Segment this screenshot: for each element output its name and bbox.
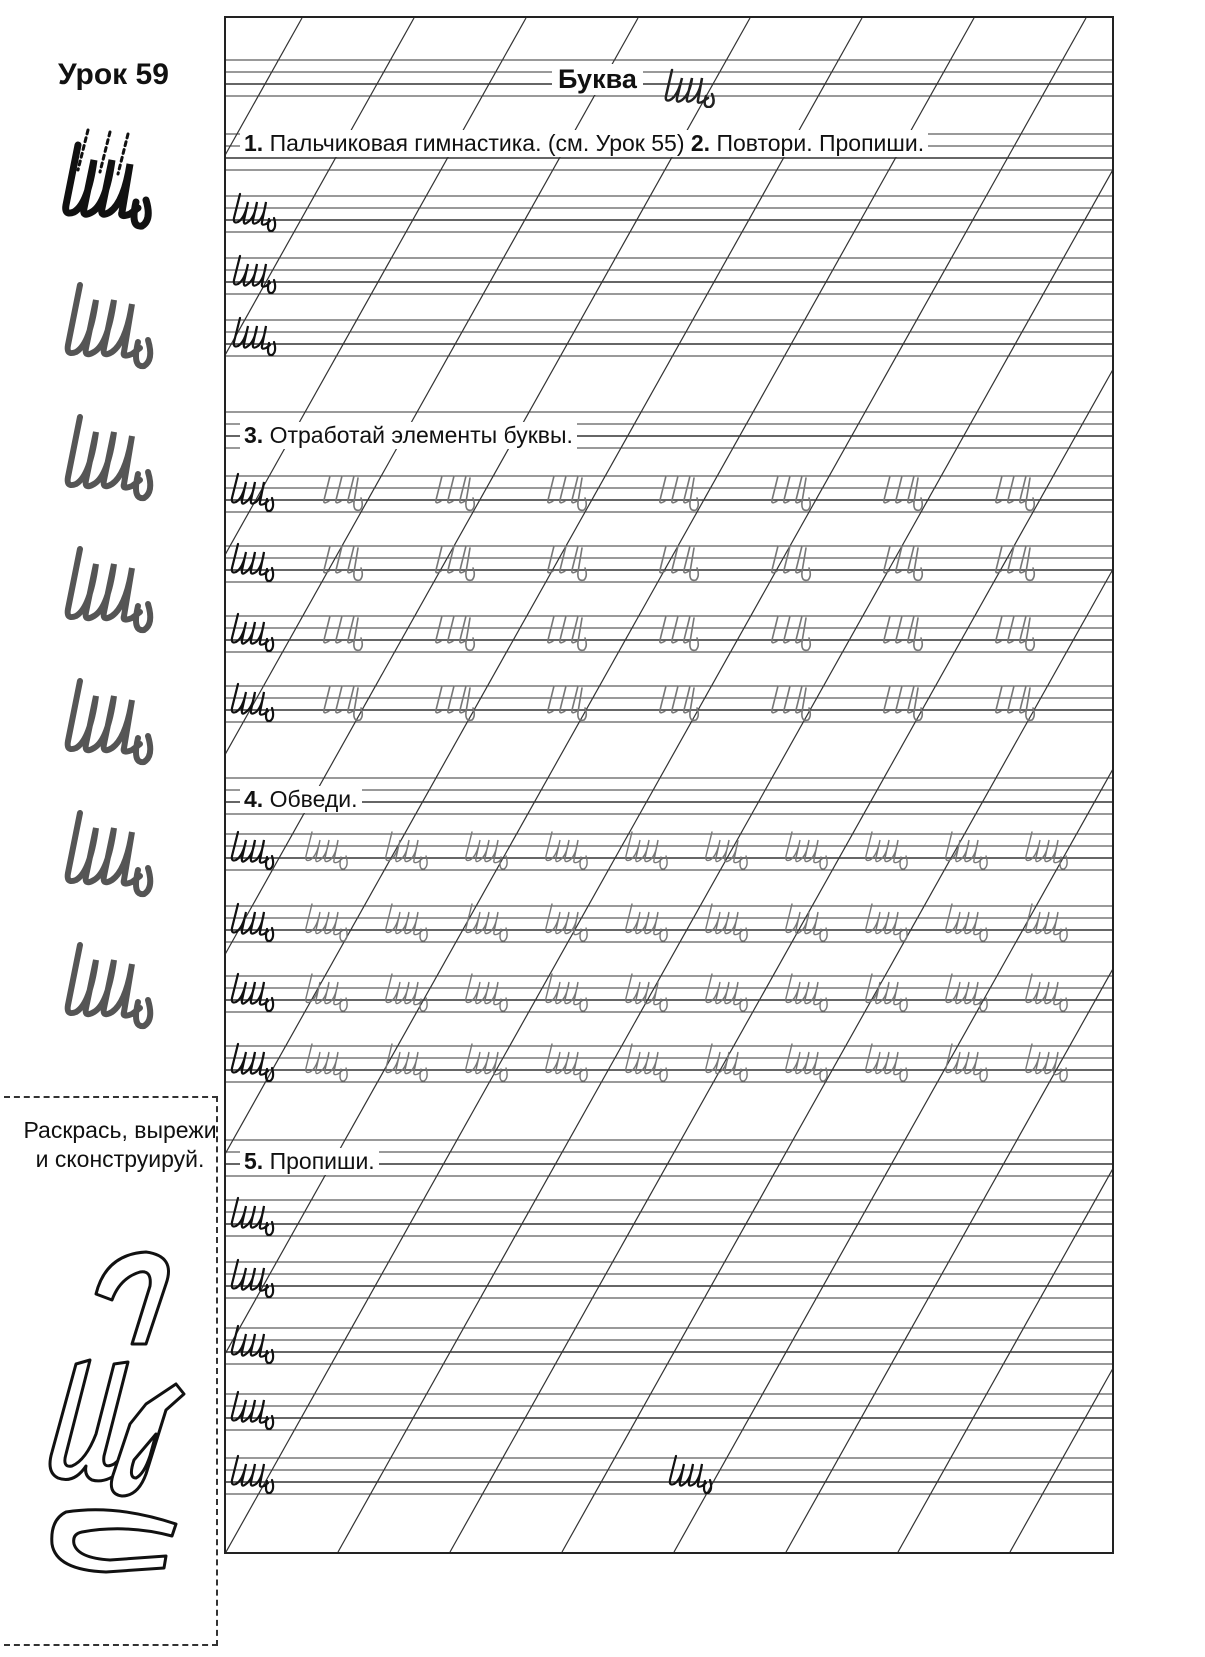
cursive-shch-icon (306, 904, 347, 941)
cursive-shch-icon (546, 904, 587, 941)
slant-line (226, 18, 302, 1552)
cursive-shch-icon (58, 920, 208, 1030)
letter-element-icon (548, 686, 586, 720)
cursive-shch-icon (706, 832, 747, 869)
letter-element-icon (996, 686, 1034, 720)
cursive-shch-icon (234, 256, 275, 293)
cursive-shch-icon (706, 974, 747, 1011)
cursive-shch-icon (58, 656, 208, 766)
letter-element-icon (884, 686, 922, 720)
letter-element-icon (548, 546, 586, 580)
cursive-shch-icon (866, 904, 907, 941)
lesson-title: Урок 59 (58, 58, 169, 91)
slant-line (226, 18, 750, 1552)
cursive-shch-icon (670, 1456, 711, 1493)
cursive-shch-icon (466, 832, 507, 869)
cursive-shch-icon (866, 974, 907, 1011)
letter-element-icon (548, 616, 586, 650)
writing-sheet (224, 16, 1114, 1554)
section-2-number: 2. (690, 130, 711, 156)
letter-element-icon (436, 476, 474, 510)
cursive-shch-icon (786, 832, 827, 869)
cursive-shch-icon (466, 904, 507, 941)
section-4-number: 4. (244, 786, 264, 812)
cursive-shch-icon (232, 1392, 273, 1429)
cursive-shch-icon (1026, 832, 1067, 869)
cursive-shch-icon (306, 974, 347, 1011)
cursive-shch-icon (626, 1044, 667, 1081)
cursive-shch-icon (58, 392, 208, 502)
letter-element-icon (996, 546, 1034, 580)
slant-line (898, 18, 1112, 1552)
letter-element-icon (884, 476, 922, 510)
cursive-shch-icon (546, 832, 587, 869)
craft-box (4, 1096, 218, 1646)
section-3-label (240, 422, 577, 449)
cursive-shch-icon (232, 614, 273, 651)
letter-element-icon (548, 476, 586, 510)
section-1-text: Пальчиковая гимнастика. (см. Урок 55) (269, 130, 685, 156)
letter-element-icon (660, 476, 698, 510)
cursive-shch-icon (786, 974, 827, 1011)
cursive-shch-icon (386, 1044, 427, 1081)
slant-line (562, 18, 1112, 1552)
letter-element-icon (996, 616, 1034, 650)
cursive-shch-icon (232, 1456, 273, 1493)
cursive-shch-icon (232, 832, 273, 869)
section-2-text: Повтори. Пропиши. (716, 130, 925, 156)
ruled-lines (226, 18, 1112, 1552)
cursive-shch-icon (626, 904, 667, 941)
cursive-shch-icon (232, 974, 273, 1011)
cursive-shch-icon (706, 904, 747, 941)
cursive-shch-icon (232, 1198, 273, 1235)
cursive-shch-icon (232, 684, 273, 721)
letter-cutout-icon (26, 1234, 216, 1574)
section-3-text: Отработай элементы буквы. (269, 422, 573, 448)
cursive-shch-icon (58, 524, 208, 634)
page-heading: Буква (552, 64, 643, 95)
cursive-shch-icon (946, 1044, 987, 1081)
letter-element-icon (436, 616, 474, 650)
slant-line (450, 18, 1112, 1552)
cursive-shch-icon (786, 904, 827, 941)
slant-line (226, 18, 526, 1552)
cursive-shch-icon (946, 832, 987, 869)
letter-element-icon (660, 616, 698, 650)
cursive-shch-icon (866, 832, 907, 869)
cursive-shch-icon (466, 974, 507, 1011)
cursive-shch-icon (706, 1044, 747, 1081)
cursive-shch-icon (232, 1044, 273, 1081)
section-5-text: Пропиши. (269, 1148, 375, 1174)
cursive-shch-icon (58, 788, 208, 898)
cursive-shch-icon (234, 318, 275, 355)
letter-element-icon (436, 686, 474, 720)
slant-line (786, 18, 1112, 1552)
letter-element-icon (436, 546, 474, 580)
section-4-label (240, 786, 362, 813)
cursive-shch-icon (626, 974, 667, 1011)
letter-element-icon (324, 686, 362, 720)
letter-element-icon (660, 546, 698, 580)
letter-element-icon (772, 476, 810, 510)
letter-element-icon (324, 546, 362, 580)
slant-line (226, 18, 1086, 1552)
slant-line (1010, 18, 1112, 1552)
slant-line (674, 18, 1112, 1552)
cursive-shch-icon (658, 60, 738, 108)
cursive-shch-icon (306, 832, 347, 869)
cursive-shch-icon (546, 1044, 587, 1081)
sample-letter-column (40, 120, 210, 1060)
cursive-shch-icon (1026, 974, 1067, 1011)
section-5-number: 5. (244, 1148, 264, 1174)
cursive-shch-icon (234, 194, 275, 231)
cursive-shch-icon (386, 832, 427, 869)
cursive-shch-icon (58, 120, 208, 230)
section-4-text: Обведи. (269, 786, 358, 812)
section-5-label (240, 1148, 379, 1175)
letter-element-icon (772, 616, 810, 650)
section-3-number: 3. (244, 422, 264, 448)
cursive-shch-icon (786, 1044, 827, 1081)
letter-element-icon (884, 616, 922, 650)
cursive-shch-icon (58, 260, 208, 370)
letter-element-icon (324, 616, 362, 650)
cursive-shch-icon (232, 544, 273, 581)
letter-element-icon (660, 686, 698, 720)
craft-instruction: Раскрась, вырежи и сконструируй. (23, 1117, 217, 1172)
slant-line (226, 18, 974, 1552)
cursive-shch-icon (946, 904, 987, 941)
cursive-shch-icon (546, 974, 587, 1011)
letter-element-icon (884, 546, 922, 580)
letter-element-icon (772, 546, 810, 580)
cursive-shch-icon (306, 1044, 347, 1081)
letter-element-icon (324, 476, 362, 510)
cursive-shch-icon (386, 904, 427, 941)
section-1-label (240, 130, 928, 157)
cursive-shch-icon (626, 832, 667, 869)
cursive-shch-icon (1026, 904, 1067, 941)
letter-element-icon (772, 686, 810, 720)
slant-line (338, 18, 1112, 1552)
letter-element-icon (996, 476, 1034, 510)
section-1-number: 1. (244, 130, 264, 156)
cursive-shch-icon (866, 1044, 907, 1081)
cursive-shch-icon (232, 904, 273, 941)
